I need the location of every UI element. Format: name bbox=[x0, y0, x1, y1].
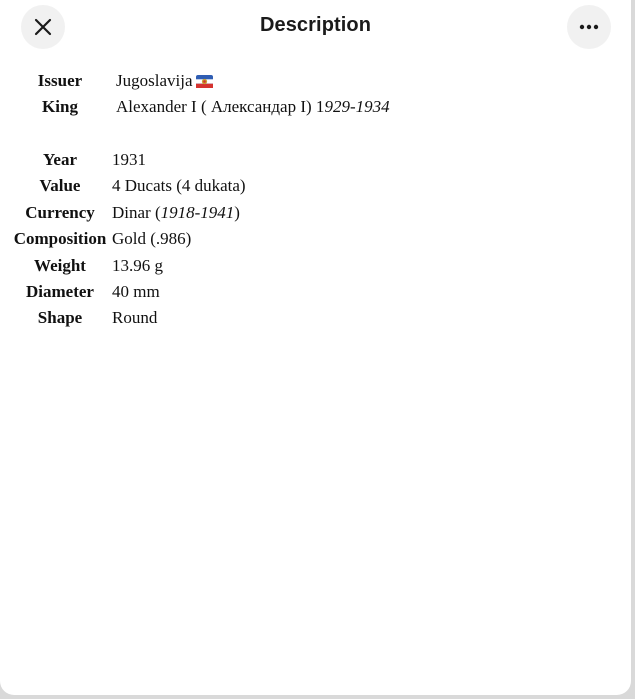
king-reign-years: 929-1934 bbox=[324, 97, 390, 116]
currency-value bbox=[112, 202, 240, 224]
weight-value: 13.96 g bbox=[112, 256, 163, 275]
king-label: King bbox=[42, 97, 78, 116]
year-label: Year bbox=[43, 150, 77, 169]
currency-name: Dinar ( bbox=[112, 203, 161, 222]
more-options-button[interactable] bbox=[567, 5, 611, 49]
king-name: Alexander I ( Александар I) 1 bbox=[116, 97, 325, 116]
composition-value: Gold (.986) bbox=[112, 229, 192, 248]
currency-label: Currency bbox=[25, 203, 95, 222]
shape-value: Round bbox=[112, 308, 158, 327]
currency-years: 1918-1941 bbox=[160, 203, 235, 222]
issuer-name: Jugoslavija bbox=[116, 71, 193, 90]
sheet-header bbox=[0, 0, 631, 54]
diameter-value: 40 mm bbox=[112, 282, 160, 301]
value-label: Value bbox=[39, 176, 81, 195]
value-value: 4 Ducats (4 dukata) bbox=[112, 176, 246, 195]
yugoslavia-flag-icon bbox=[196, 75, 213, 88]
issuer-label: Issuer bbox=[37, 71, 83, 90]
issuer-value bbox=[116, 70, 213, 92]
weight-label: Weight bbox=[34, 256, 86, 275]
diameter-label: Diameter bbox=[26, 282, 94, 301]
shape-label: Shape bbox=[37, 308, 83, 327]
page-title: Description bbox=[259, 14, 372, 36]
currency-suffix: ) bbox=[234, 203, 240, 222]
more-horizontal-icon bbox=[579, 24, 599, 30]
composition-label: Composition bbox=[13, 229, 107, 248]
king-value bbox=[116, 96, 390, 118]
year-value: 1931 bbox=[112, 150, 146, 169]
